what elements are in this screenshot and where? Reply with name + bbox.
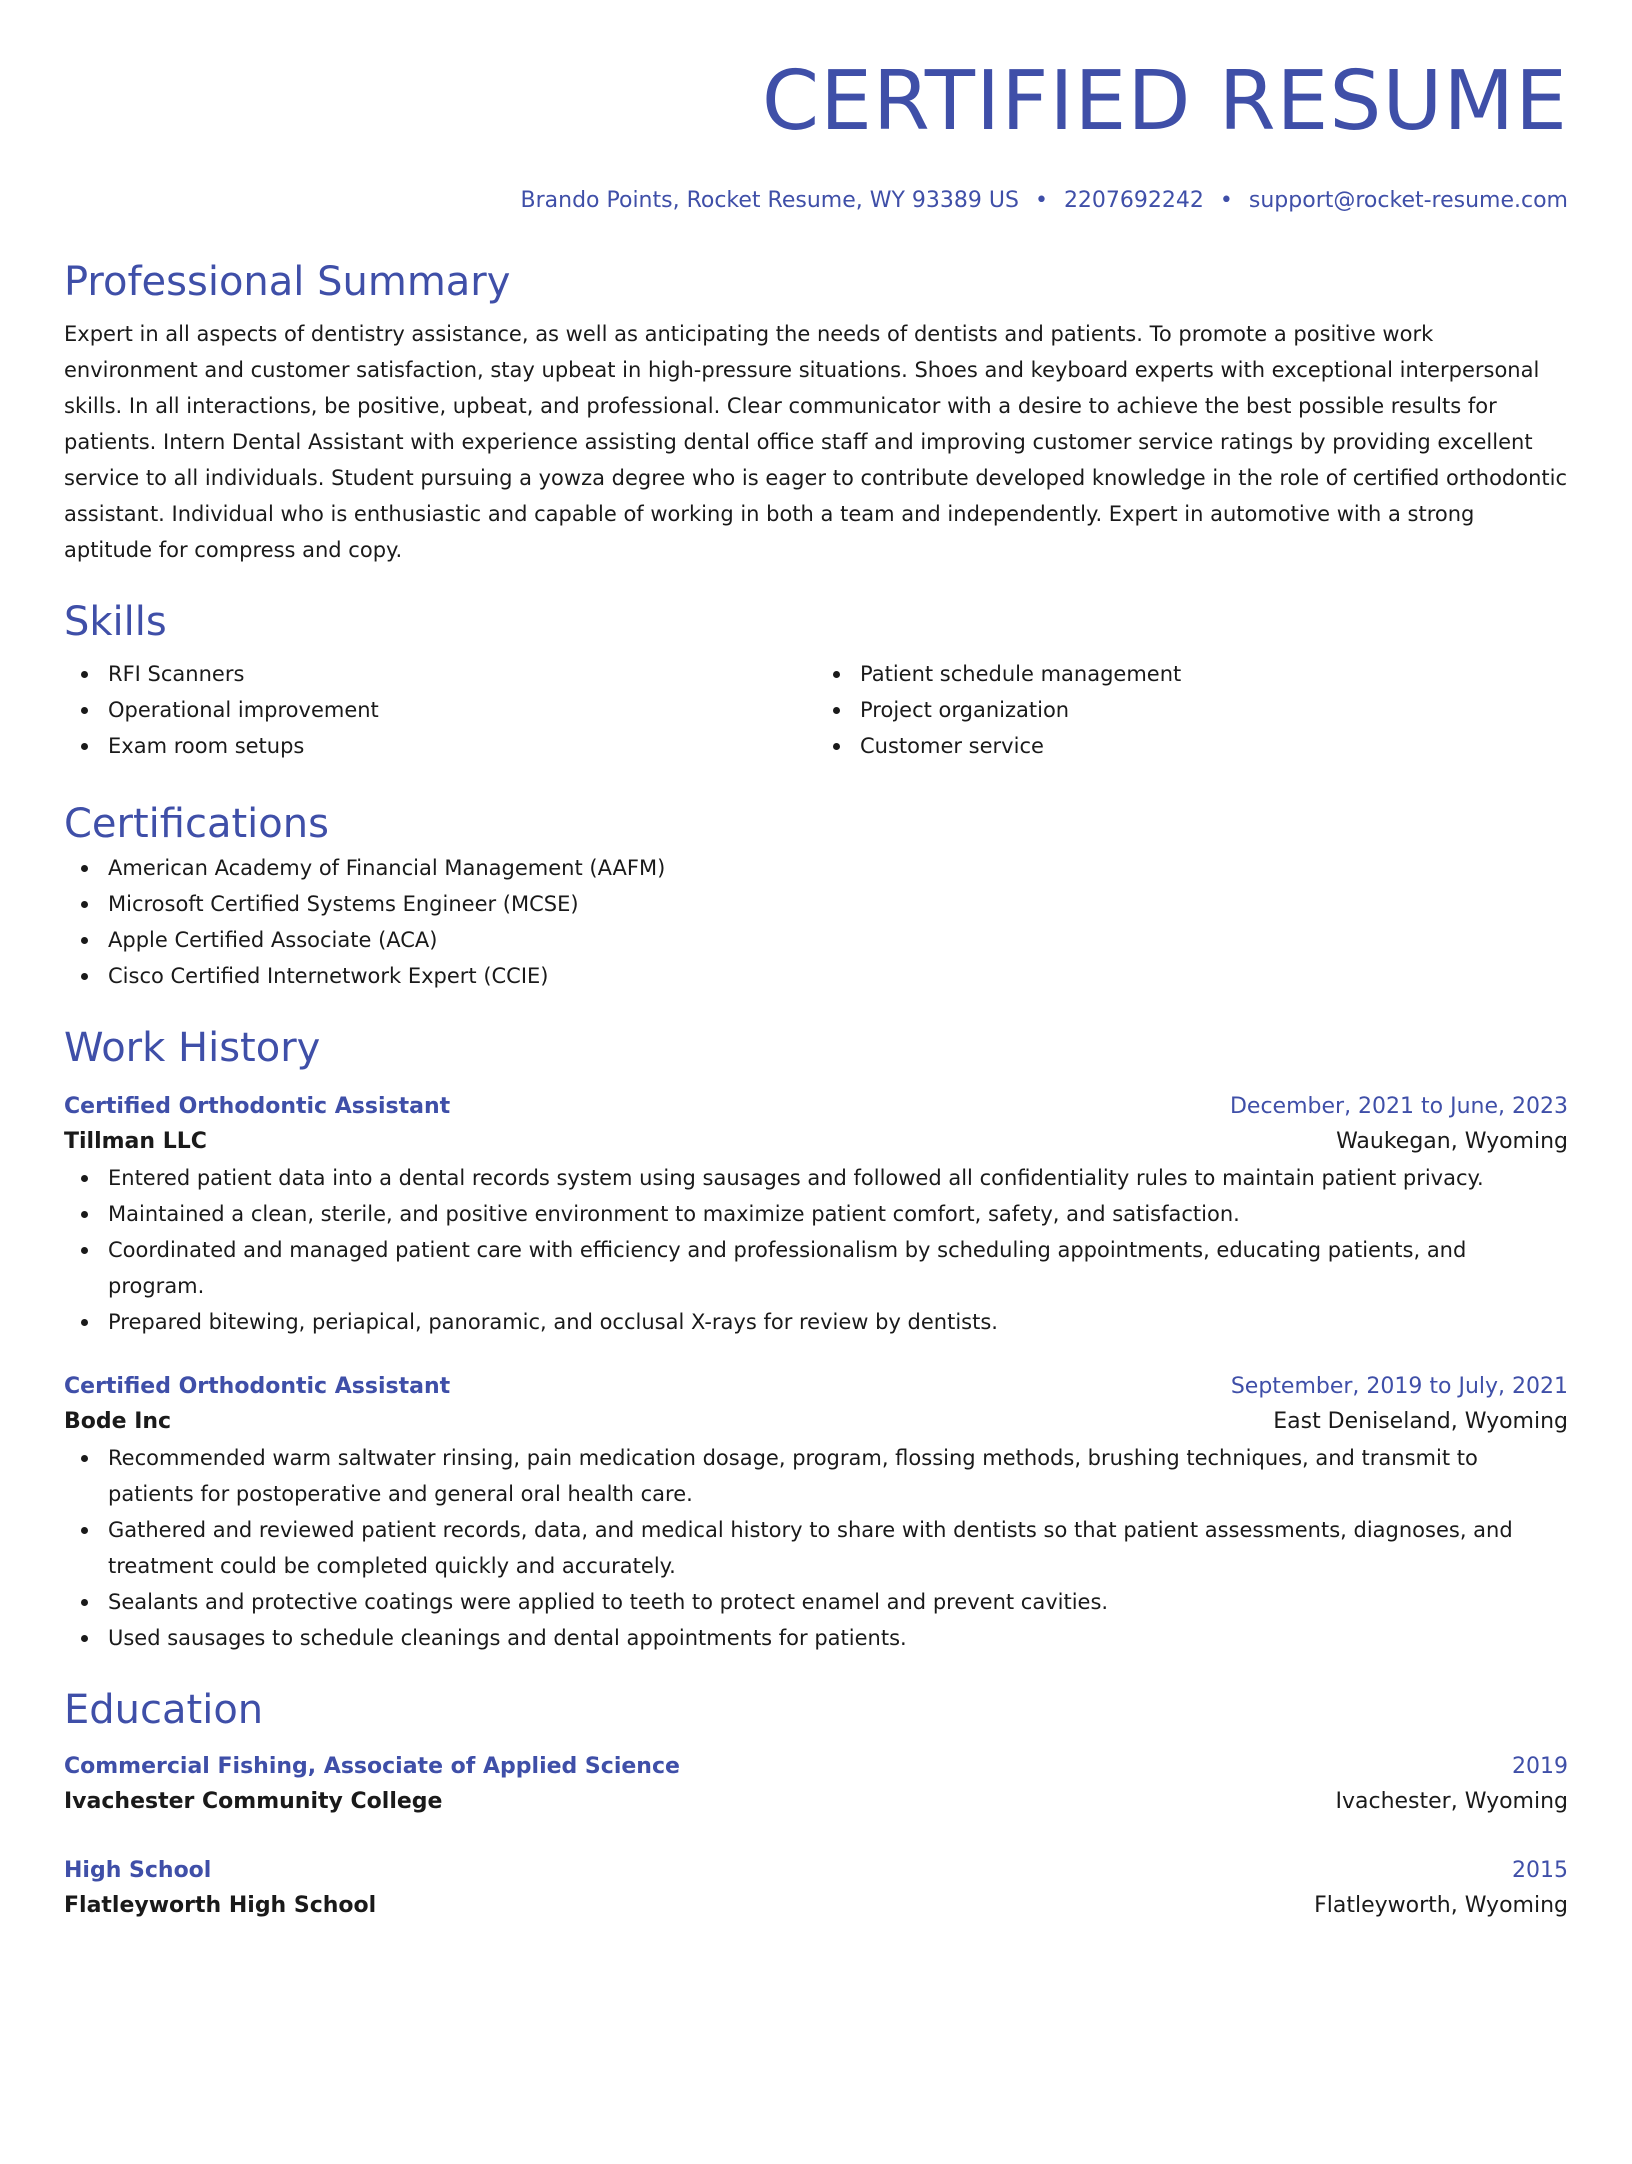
contact-line [64, 186, 1568, 216]
skill-item: Operational improvement [64, 692, 816, 728]
job-duty: Maintained a clean, sterile, and positive environment to maximize patient comfort, safety, and satisfaction. [64, 1196, 1568, 1232]
job-header [64, 1090, 1568, 1124]
job-location: Waukegan, Wyoming [1336, 1129, 1568, 1154]
education-year: 2019 [1512, 1754, 1568, 1779]
education-degree: Commercial Fishing, Associate of Applied Science [64, 1754, 680, 1779]
skill-item: Patient schedule management [816, 656, 1568, 692]
education-subheader [64, 1784, 1568, 1820]
contact-phone[interactable]: 2207692242 [1063, 188, 1204, 213]
certifications-heading: Certifications [64, 801, 329, 847]
education-heading: Education [64, 1687, 264, 1733]
job-position: Certified Orthodontic Assistant [64, 1094, 451, 1119]
skills-list-left [64, 656, 816, 764]
skills-heading: Skills [64, 599, 167, 645]
certification-item: Apple Certified Associate (ACA) [64, 922, 1568, 958]
skill-item: Project organization [816, 692, 1568, 728]
certification-item: Microsoft Certified Systems Engineer (MCSE) [64, 886, 1568, 922]
education-degree: High School [64, 1858, 212, 1883]
work-history-heading: Work History [64, 1025, 321, 1071]
job-company: Bode Inc [64, 1409, 172, 1434]
education-entry [64, 1854, 1568, 1924]
skill-item: Exam room setups [64, 728, 816, 764]
job-position: Certified Orthodontic Assistant [64, 1374, 451, 1399]
education-location: Ivachester, Wyoming [1335, 1789, 1568, 1814]
education-subheader [64, 1888, 1568, 1924]
contact-email[interactable]: support@rocket-resume.com [1248, 188, 1568, 213]
job-header [64, 1370, 1568, 1404]
certifications-list [64, 850, 1568, 994]
education-location: Flatleyworth, Wyoming [1314, 1893, 1568, 1918]
job-duty: Coordinated and managed patient care with efficiency and professionalism by scheduling appointments, educating patients, and program. [64, 1232, 1568, 1304]
skills-grid [64, 656, 1568, 764]
job-duties-list [64, 1440, 1568, 1656]
contact-separator: • [1219, 188, 1233, 213]
job-entry [64, 1370, 1568, 1656]
job-subheader [64, 1404, 1568, 1440]
skill-item: Customer service [816, 728, 1568, 764]
job-duty: Sealants and protective coatings were applied to teeth to protect enamel and prevent cavities. [64, 1584, 1568, 1620]
education-school: Flatleyworth High School [64, 1893, 377, 1918]
job-dates: September, 2019 to July, 2021 [1230, 1374, 1568, 1399]
job-entry [64, 1090, 1568, 1340]
job-duty: Prepared bitewing, periapical, panoramic, and occlusal X-rays for review by dentists. [64, 1304, 1568, 1340]
job-location: East Deniseland, Wyoming [1273, 1409, 1568, 1434]
education-entry [64, 1750, 1568, 1820]
contact-separator: • [1034, 188, 1048, 213]
contact-address: Brando Points, Rocket Resume, WY 93389 US [520, 188, 1019, 213]
job-duties-list [64, 1160, 1568, 1340]
skills-list-right [816, 656, 1568, 764]
job-duty: Gathered and reviewed patient records, data, and medical history to share with dentists so that patient assessments, diagnoses, and treatment could be completed quickly and accurately. [64, 1512, 1568, 1584]
job-duty: Recommended warm saltwater rinsing, pain medication dosage, program, flossing methods, brushing techniques, and transmit to patients for postoperative and general oral health care. [64, 1440, 1568, 1512]
education-header [64, 1854, 1568, 1888]
job-company: Tillman LLC [64, 1129, 207, 1154]
certification-item: Cisco Certified Internetwork Expert (CCIE) [64, 958, 1568, 994]
education-school: Ivachester Community College [64, 1789, 443, 1814]
job-duty: Used sausages to schedule cleanings and dental appointments for patients. [64, 1620, 1568, 1656]
certification-item: American Academy of Financial Management (AAFM) [64, 850, 1568, 886]
education-header [64, 1750, 1568, 1784]
resume-page [0, 52, 1632, 2164]
summary-heading: Professional Summary [64, 259, 511, 305]
job-subheader [64, 1124, 1568, 1160]
summary-text: Expert in all aspects of dentistry assistance, as well as anticipating the needs of dentists and patients. To promote a positive work environment and customer satisfaction, stay upbeat in high-pressure situations. Shoes and keyboard experts with exceptional interpersonal skills. In all interactions, be positive, upbeat, and professional. Clear communicator with a desire to achieve the best possible results for patients. Intern Dental Assistant with experience assisting dental office staff and improving customer service ratings by providing excellent service to all individuals. Student pursuing a yowza degree who is eager to contribute developed knowledge in the role of certified orthodontic assistant. Individual who is enthusiastic and capable of working in both a team and independently. Expert in automotive with a strong aptitude for compress and copy. [64, 322, 1568, 562]
job-duty: Entered patient data into a dental records system using sausages and followed all confidentiality rules to maintain patient privacy. [64, 1160, 1568, 1196]
resume-title: CERTIFIED RESUME [761, 54, 1568, 149]
skill-item: RFI Scanners [64, 656, 816, 692]
job-dates: December, 2021 to June, 2023 [1229, 1094, 1568, 1119]
education-year: 2015 [1512, 1858, 1568, 1883]
